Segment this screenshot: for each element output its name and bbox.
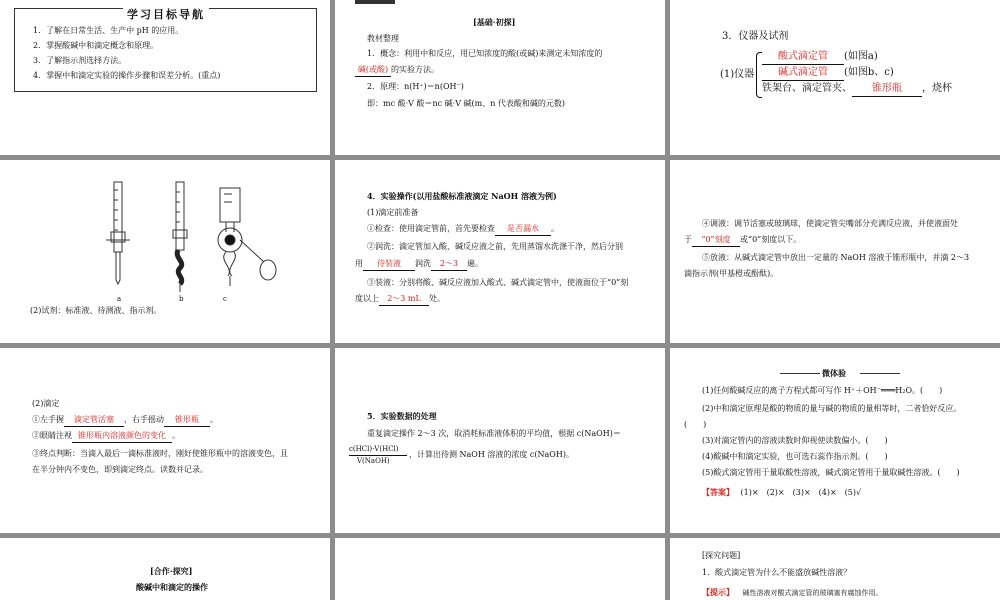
titration-l2-post: 。 bbox=[172, 431, 180, 440]
quiz-title-rule-left bbox=[780, 373, 820, 374]
fraction-numerator: c(HCl)·V(HCl) bbox=[349, 445, 399, 453]
prep-subtitle: (1)滴定前准备 bbox=[367, 208, 419, 217]
burette-diagram bbox=[100, 180, 280, 310]
quiz-q5: (5)酸式滴定管用于量取酸性溶液，碱式滴定管用于量取碱性溶液。( ) bbox=[702, 468, 960, 477]
adjust-pre: 于 bbox=[684, 235, 692, 244]
titration-l2-pre: ②眼睛注视 bbox=[32, 431, 72, 440]
data-title: 5．实验数据的处理 bbox=[367, 411, 437, 421]
quiz-title: 微体验 bbox=[822, 368, 846, 378]
slide-data-processing[interactable] bbox=[335, 348, 665, 533]
adjust-line-2 bbox=[684, 234, 801, 247]
stopcock-blank: 滴定管活塞 bbox=[64, 414, 124, 427]
rinse-blank-2: 2～3 bbox=[431, 258, 467, 271]
load-blank: 2～3 mL bbox=[379, 293, 429, 306]
slide-operation-adjust[interactable] bbox=[670, 160, 1000, 343]
figure-label-b: b bbox=[179, 295, 184, 303]
instrument-line-2 bbox=[762, 66, 894, 81]
titration-line-1 bbox=[32, 414, 218, 427]
slide-concept[interactable] bbox=[335, 0, 665, 155]
slide-cooperation[interactable] bbox=[0, 538, 330, 600]
flask-shake-blank: 锥形瓶 bbox=[164, 414, 210, 427]
formula-line: 即：mc 酸·V 酸＝nc 碱·V 碱(m、n 代表酸和碱的元数) bbox=[367, 99, 566, 108]
principle-line: 2．原理：n(H⁺)＝n(OH⁻) bbox=[367, 82, 464, 91]
acid-burette-note: (如图a) bbox=[844, 51, 878, 62]
answer-label: 【答案】 bbox=[702, 487, 734, 497]
acid-burette-blank: 酸式滴定管 bbox=[762, 50, 844, 65]
explore-question: 1．酸式滴定管为什么不能盛放碱性溶液？ bbox=[702, 568, 852, 577]
glass-ball-figure bbox=[218, 188, 276, 286]
load-pre: 度以上 bbox=[355, 294, 379, 303]
explore-hint bbox=[702, 586, 883, 599]
quiz-title-rule-right bbox=[860, 373, 900, 374]
goals-title: 学习目标导航 bbox=[123, 8, 209, 22]
slide-quiz[interactable] bbox=[670, 348, 1000, 533]
slide-operation-prep[interactable] bbox=[335, 160, 665, 343]
quiz-q1: (1)任何酸碱反应的离子方程式都可写作 H⁺＋OH⁻═══H₂O。( ) bbox=[702, 386, 943, 395]
instruments-label: (1)仪器 bbox=[720, 69, 755, 80]
quiz-q2b: ( ) bbox=[684, 420, 707, 429]
slide-blank[interactable] bbox=[335, 538, 665, 600]
titration-line-2 bbox=[32, 430, 180, 443]
slide-burette-figure[interactable] bbox=[0, 160, 330, 343]
slide-learning-goals[interactable] bbox=[0, 0, 330, 155]
acid-burette-figure bbox=[106, 182, 130, 284]
base-burette-figure bbox=[173, 182, 187, 292]
adjust-post: 或“0”刻度以下。 bbox=[740, 235, 802, 244]
concept-line-2 bbox=[355, 64, 439, 77]
goal-item-3: 3．了解指示剂选择方法。 bbox=[33, 56, 127, 65]
rinse-post: 遍。 bbox=[467, 259, 483, 268]
instruments-heading: 3．仪器及试剂 bbox=[722, 31, 789, 42]
figure-label-c: c bbox=[223, 295, 227, 303]
slide-instruments[interactable] bbox=[670, 0, 1000, 155]
instrument-line-3-post: ，烧杯 bbox=[922, 83, 952, 94]
rinse-line-1: ②润洗：滴定管加入酸、碱反应液之前，先用蒸馏水洗涤干净，然后分别 bbox=[367, 242, 623, 251]
figure-label-a: a bbox=[117, 295, 122, 303]
goal-item-4: 4．掌握中和滴定实验的操作步骤和误差分析。(重点) bbox=[33, 71, 221, 80]
instrument-line-3-pre: 铁架台、滴定管夹、 bbox=[762, 83, 852, 94]
cooperation-title: 酸碱中和滴定的操作 bbox=[136, 582, 208, 592]
section-basic: [基础·初探] bbox=[473, 17, 516, 27]
observe-blank: 锥形瓶内溶液颜色的变化 bbox=[72, 430, 172, 443]
rinse-line-2 bbox=[355, 258, 483, 271]
reagents-line: (2)试剂：标准液、待测液、指示剂。 bbox=[30, 306, 162, 315]
answer-text: (1)× (2)× (3)× (4)× (5)√ bbox=[740, 488, 862, 497]
load-line-2 bbox=[355, 293, 445, 306]
titration-line-4: 在半分钟内不变色，即到滴定终点。读数并记录。 bbox=[32, 465, 208, 474]
data-line-1: 重复滴定操作 2～3 次，取消耗标准液体积的平均值，根据 c(NaOH)＝ bbox=[367, 429, 621, 438]
base-burette-blank: 碱式滴定管 bbox=[762, 66, 844, 81]
subsection-title: 教材整理 bbox=[367, 34, 399, 43]
quiz-q2a: (2)中和滴定原理是酸的物质的量与碱的物质的量相等时，二者恰好反应。 bbox=[702, 404, 962, 413]
goals-box bbox=[14, 8, 317, 92]
titration-l1-mid: ，右手摇动 bbox=[124, 415, 164, 424]
titration-l1-pre: ①左手握 bbox=[32, 415, 64, 424]
adjust-line-1: ④调液：调节活塞或玻璃球，使滴定管尖嘴部分充满反应液，并使液面处 bbox=[702, 219, 958, 228]
hint-text: 碱性溶液对酸式滴定管的玻璃塞有腐蚀作用。 bbox=[742, 589, 883, 597]
explore-section: [探究问题] bbox=[702, 551, 741, 560]
goal-item-2: 2．掌握酸碱中和滴定概念和原理。 bbox=[33, 41, 159, 50]
instrument-line-1 bbox=[762, 50, 878, 65]
operation-title: 4．实验操作(以用盐酸标准液滴定 NaOH 溶液为例) bbox=[367, 191, 557, 201]
base-burette-note: (如图b、c) bbox=[844, 67, 894, 78]
goal-item-1: 1．了解在日常生活、生产中 pH 的应用。 bbox=[33, 26, 184, 35]
quiz-q4: (4)酸碱中和滴定实验，也可选石蕊作指示剂。( ) bbox=[702, 452, 888, 461]
adjust-blank: “0”刻度 bbox=[692, 234, 740, 247]
release-line-1: ⑤放液：从碱式滴定管中放出一定量的 NaOH 溶液于锥形瓶中，并滴 2～3 bbox=[702, 253, 970, 262]
slide-explore[interactable] bbox=[670, 538, 1000, 600]
check-blank: 是否漏水 bbox=[495, 223, 551, 236]
quiz-answer bbox=[702, 486, 861, 499]
check-pre: ①检查：使用滴定管前，首先要检查 bbox=[367, 224, 495, 233]
load-post: 处。 bbox=[429, 294, 445, 303]
load-line-1: ③装液：分别将酸、碱反应液加入酸式、碱式滴定管中，使液面位于“0”刻 bbox=[367, 278, 629, 287]
concept-line bbox=[367, 48, 602, 60]
fraction-denominator: V(NaOH) bbox=[357, 457, 390, 465]
data-line-2: ，计算出待测 NaOH 溶液的浓度 c(NaOH)。 bbox=[409, 450, 574, 459]
concept-text-pre: 1．概念：利用中和反应，用已知浓度的酸(或碱)来测定未知浓度的 bbox=[367, 49, 603, 58]
titration-line-3: ③终点判断：当滴入最后一滴标准液时，刚好使锥形瓶中的溶液变色，且 bbox=[32, 449, 288, 458]
check-post: 。 bbox=[551, 224, 559, 233]
titration-subtitle: (2)滴定 bbox=[32, 399, 60, 408]
rinse-blank-1: 待装液 bbox=[363, 258, 415, 271]
hint-label: 【提示】 bbox=[702, 587, 734, 597]
rinse-mid: 润洗 bbox=[415, 259, 431, 268]
concept-answer-blank: 碱(或酸) bbox=[355, 64, 391, 77]
quiz-q3: (3)对滴定管内的溶液读数时仰视使读数偏小。( ) bbox=[702, 436, 888, 445]
rinse-pre: 用 bbox=[355, 259, 363, 268]
release-line-2: 滴指示剂(甲基橙或酚酞)。 bbox=[684, 269, 779, 278]
instrument-line-3 bbox=[762, 82, 952, 97]
slide-titration[interactable] bbox=[0, 348, 330, 533]
cooperation-section: [合作·探究] bbox=[150, 566, 193, 576]
flask-blank: 锥形瓶 bbox=[852, 82, 922, 97]
header-bar-decoration bbox=[355, 0, 395, 4]
check-line bbox=[367, 223, 559, 236]
titration-l1-post: 。 bbox=[210, 415, 218, 424]
concept-text-post: 的实验方法。 bbox=[391, 65, 439, 74]
